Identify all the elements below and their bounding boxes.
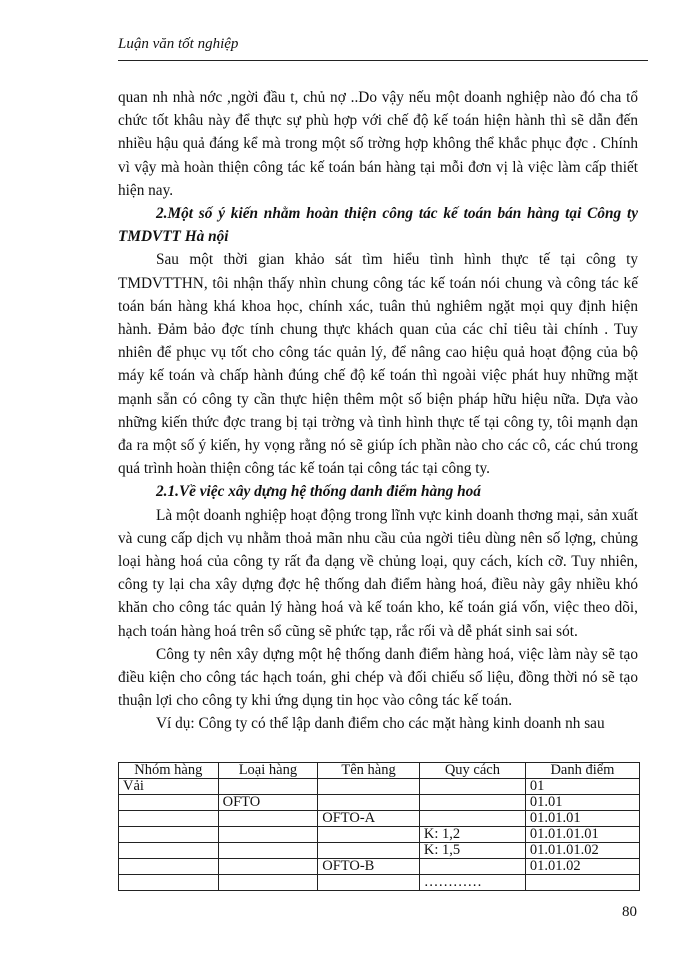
table-cell xyxy=(218,779,318,795)
table-cell: 01.01 xyxy=(525,795,639,811)
paragraph: Công ty nên xây dựng một hệ thống danh điểm hàng hoá, việc làm này sẽ tạo điều kiện cho công tác hạch toán, ghi chép và đối chiếu số liệu, đồng thời nó sẽ tạo thuận lợi cho công ty khi ứng dụng tin học vào công tác kế toán. xyxy=(118,645,638,710)
table-cell xyxy=(218,827,318,843)
table-cell xyxy=(119,827,219,843)
table-cell: 01.01.01.01 xyxy=(525,827,639,843)
table-cell xyxy=(119,859,219,875)
table-cell xyxy=(119,875,219,891)
column-header: Loại hàng xyxy=(218,763,318,779)
table-row xyxy=(119,875,640,891)
table-cell xyxy=(119,811,219,827)
table-cell xyxy=(318,875,420,891)
table-row xyxy=(119,859,640,875)
table-cell xyxy=(419,795,525,811)
paragraph: Sau một thời gian khảo sát tìm hiểu tình hình thực tế tại công ty TMDVTTHN, tôi nhận thấy nhìn chung công tác kế toán nói chung và công tác kế toán bán hàng khá khoa học, chính xác, tuân thủ nghiêm ngặt mọi quy định hiện hành. Đảm bảo đợc tính chung thực khách quan của các chỉ tiêu tài chính . Tuy nhiên để phục vụ tốt cho công tác quản lý, để nâng cao hiệu quả hoạt động của bộ máy kế toán và chấp hành đúng chế độ kế toán thì ngoài việc phát huy những mặt mạnh sẵn có công ty cần thực hiện thêm một số biện pháp hữu hiệu nữa. Dựa vào những kiến thức đợc trang bị tại trờng và tình hình thực tế tại công ty, tôi mạnh dạn đa ra một số ý kiến, hy vọng rằng nó sẽ giúp ích phần nào cho các cô, các chú trong quá trình hoàn thiện công tác kế toán tại công tác tại công ty. xyxy=(118,251,638,478)
table-cell: K: 1,2 xyxy=(419,827,525,843)
body-text xyxy=(118,86,638,736)
paragraph: Ví dụ: Công ty có thể lập danh điểm cho các mặt hàng kinh doanh nh sau xyxy=(156,715,605,733)
table-row xyxy=(119,811,640,827)
table-cell: ………… xyxy=(419,875,525,891)
table-row xyxy=(119,843,640,859)
table-row xyxy=(119,795,640,811)
table-cell xyxy=(218,843,318,859)
header-rule xyxy=(118,60,648,61)
table-cell xyxy=(318,795,420,811)
table-cell xyxy=(318,827,420,843)
section-heading: 2.Một số ý kiến nhằm hoàn thiện công tác kế toán bán hàng tại Công ty TMDVTT Hà nội xyxy=(118,205,638,246)
table-cell xyxy=(419,811,525,827)
table-row xyxy=(119,779,640,795)
product-code-table xyxy=(118,762,640,891)
column-header: Nhóm hàng xyxy=(119,763,219,779)
table-cell xyxy=(218,859,318,875)
table-cell: 01.01.01.02 xyxy=(525,843,639,859)
column-header: Danh điểm xyxy=(525,763,639,779)
table-cell xyxy=(119,795,219,811)
table-cell xyxy=(318,779,420,795)
table-cell: OFTO-A xyxy=(318,811,420,827)
paragraph: Là một doanh nghiệp hoạt động trong lĩnh vực kinh doanh thơng mại, sản xuất và cung cấp dịch vụ nhằm thoả mãn nhu cầu của ngời tiêu dùng nên số lợng, chủng loại hàng hoá của công ty rất đa dạng về chủng loại, quy cách, kích cỡ. Tuy nhiên, công ty lại cha xây dựng đợc hệ thống dah điểm hàng hoá, điều này gây nhiều khó khăn cho công tác quản lý hàng hoá và kế toán kho, kế toán giá vốn, việc theo dõi, hạch toán hàng hoá trên sổ cũng sẽ phức tạp, rắc rối và dễ phát sinh sai sót. xyxy=(118,506,638,640)
subsection-heading: 2.1.Về việc xây dựng hệ thống danh điểm hàng hoá xyxy=(156,483,481,501)
table-cell xyxy=(525,875,639,891)
column-header: Quy cách xyxy=(419,763,525,779)
table-row xyxy=(119,827,640,843)
column-header: Tên hàng xyxy=(318,763,420,779)
table-cell: OFTO xyxy=(218,795,318,811)
table-cell xyxy=(218,875,318,891)
paragraph: quan nh nhà nớc ,ngời đầu t, chủ nợ ..Do vậy nếu một doanh nghiệp nào đó cha tổ chức tốt khâu này để thực sự phù hợp với chế độ kế toán hiện hành thì sẽ dẫn đến nhiều hậu quả đáng kể mà trong một số trờng hợp không thể khắc phục đợc . Chính vì vậy mà hoàn thiện công tác kế toán bán hàng tại mỗi đơn vị là việc làm cấp thiết hiện nay. xyxy=(118,89,638,199)
table-cell xyxy=(119,843,219,859)
table-cell: Vải xyxy=(119,779,219,795)
table-cell: 01 xyxy=(525,779,639,795)
running-header: Luận văn tốt nghiệp xyxy=(118,36,239,52)
table-header-row xyxy=(119,763,640,779)
table-cell xyxy=(419,779,525,795)
table-cell xyxy=(318,843,420,859)
table-cell xyxy=(218,811,318,827)
page-number: 80 xyxy=(622,904,637,920)
table-cell xyxy=(419,859,525,875)
table-cell: OFTO-B xyxy=(318,859,420,875)
table-cell: K: 1,5 xyxy=(419,843,525,859)
table-cell: 01.01.01 xyxy=(525,811,639,827)
table-cell: 01.01.02 xyxy=(525,859,639,875)
